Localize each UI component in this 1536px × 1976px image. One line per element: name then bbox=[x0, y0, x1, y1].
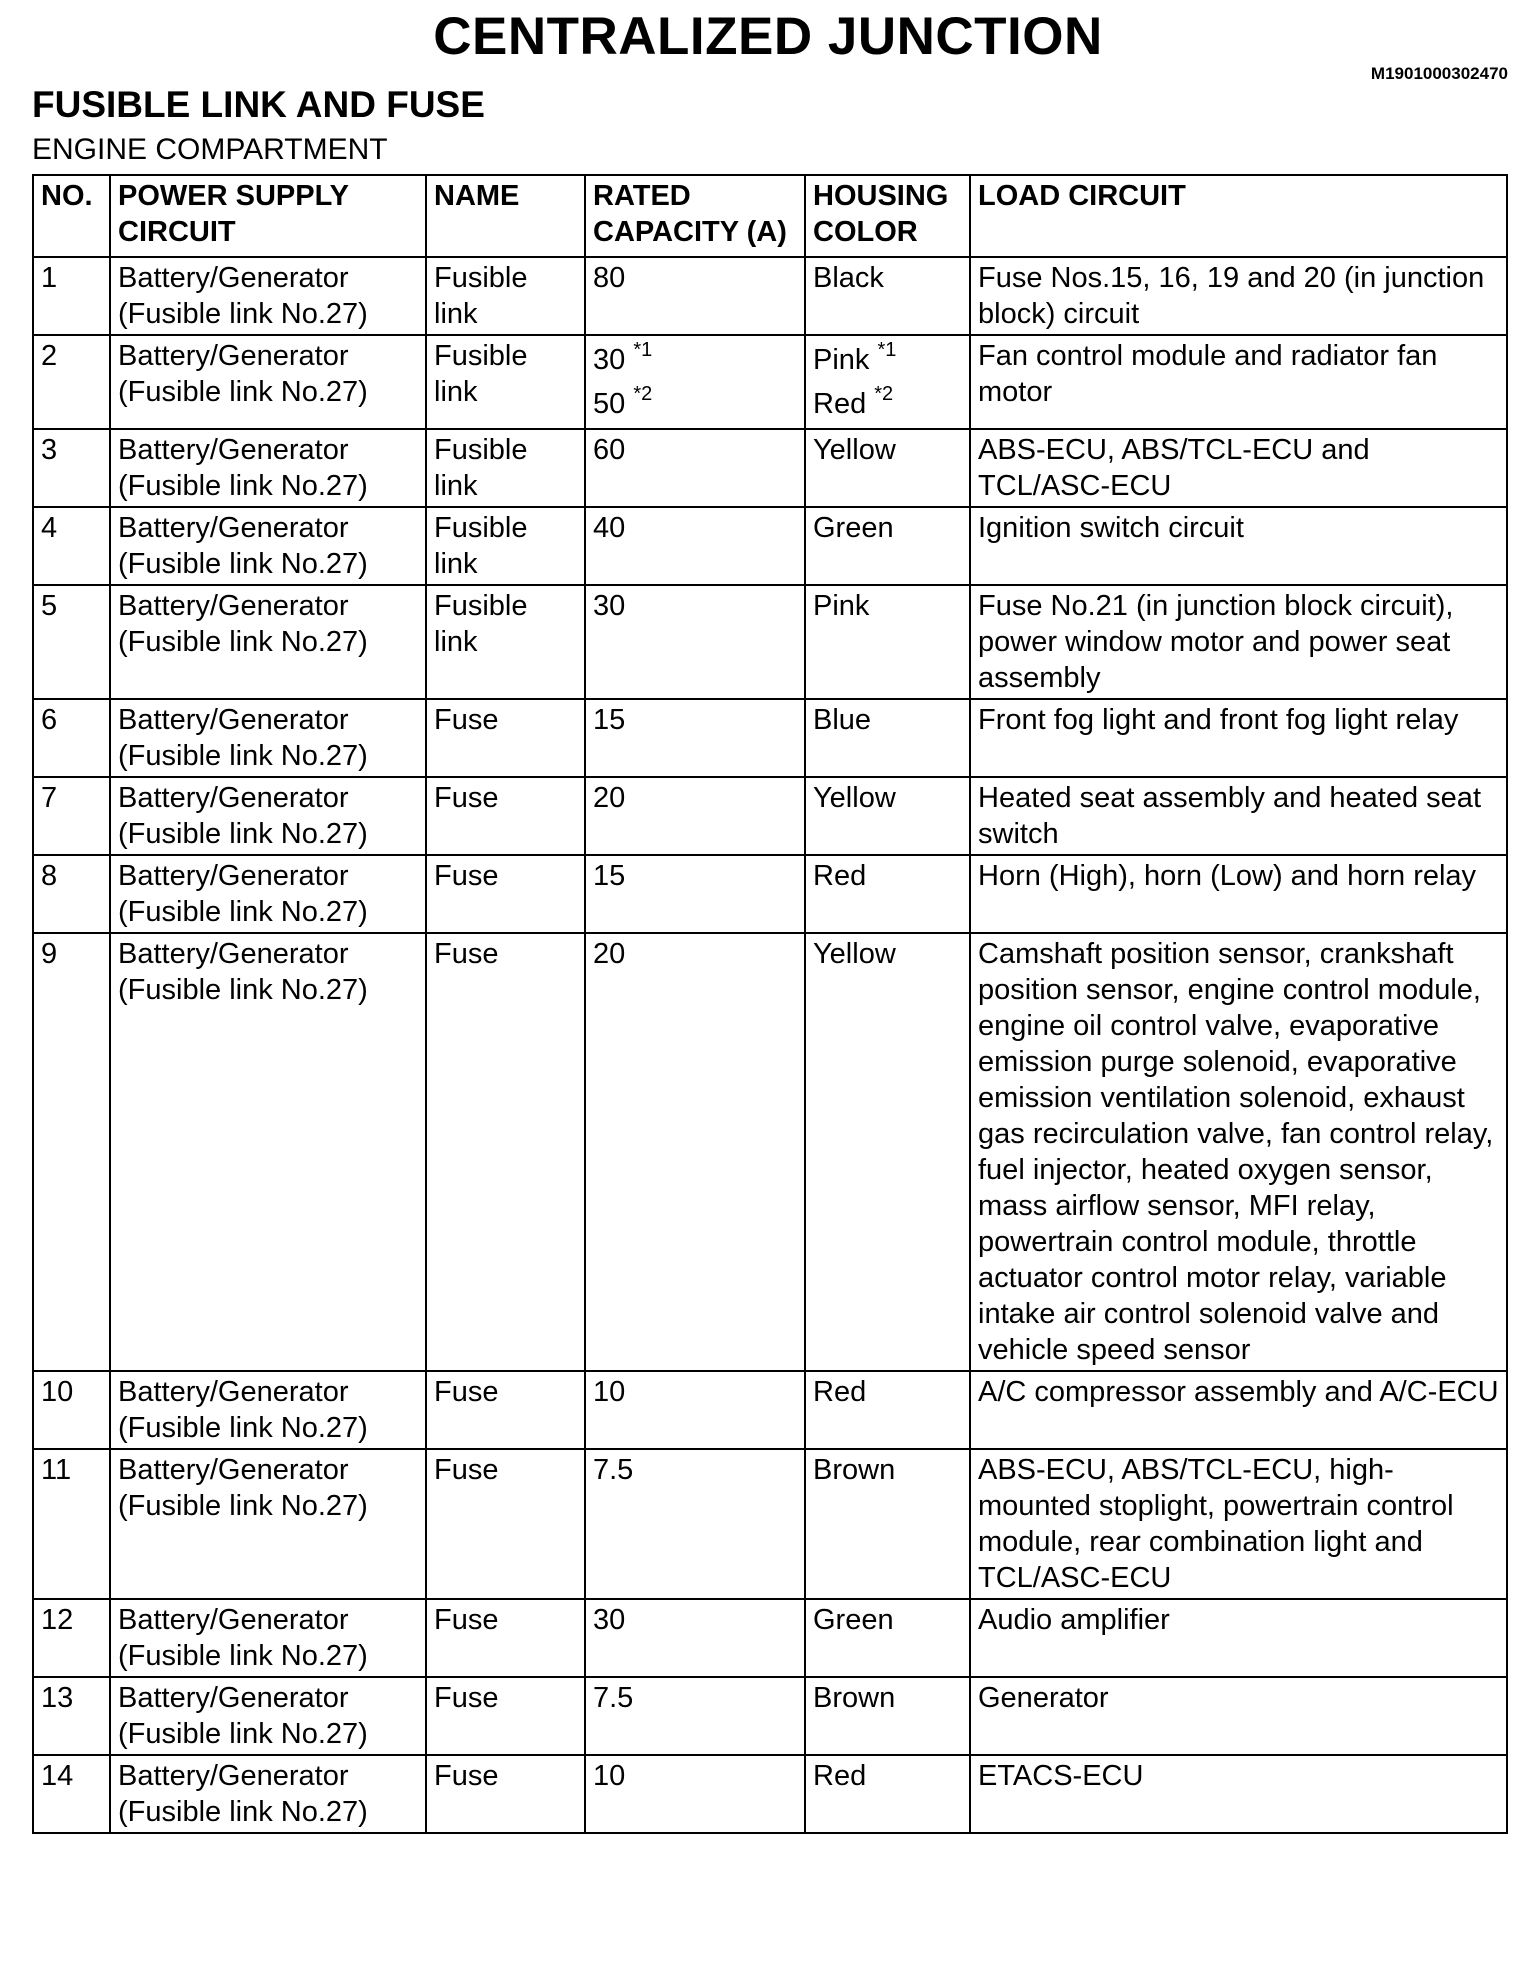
cell-name: Fusible link bbox=[426, 257, 585, 335]
cell-load-circuit: Heated seat assembly and heated seat switch bbox=[970, 777, 1507, 855]
cell-name: Fusible link bbox=[426, 507, 585, 585]
cell-power-supply: Battery/Generator (Fusible link No.27) bbox=[110, 507, 426, 585]
cell-capacity: 15 bbox=[585, 855, 805, 933]
cell-power-supply: Battery/Generator (Fusible link No.27) bbox=[110, 1677, 426, 1755]
cell-power-supply: Battery/Generator (Fusible link No.27) bbox=[110, 933, 426, 1371]
cell-name: Fuse bbox=[426, 699, 585, 777]
cell-name: Fusible link bbox=[426, 429, 585, 507]
cell-name: Fuse bbox=[426, 933, 585, 1371]
cell-no: 1 bbox=[33, 257, 110, 335]
cell-no: 3 bbox=[33, 429, 110, 507]
column-header-no: NO. bbox=[33, 175, 110, 257]
cell-load-circuit: Horn (High), horn (Low) and horn relay bbox=[970, 855, 1507, 933]
table-row bbox=[33, 507, 1507, 585]
cell-no: 9 bbox=[33, 933, 110, 1371]
cell-capacity: 10 bbox=[585, 1755, 805, 1833]
cell-capacity: 30 bbox=[585, 585, 805, 699]
cell-housing-color: Black bbox=[805, 257, 970, 335]
cell-no: 8 bbox=[33, 855, 110, 933]
footnote-marker: *1 bbox=[877, 339, 897, 362]
cell-capacity: 20 bbox=[585, 933, 805, 1371]
cell-capacity bbox=[585, 335, 805, 429]
cell-housing-color: Red bbox=[805, 1755, 970, 1833]
table-row bbox=[33, 585, 1507, 699]
cell-load-circuit: Ignition switch circuit bbox=[970, 507, 1507, 585]
table-row bbox=[33, 1677, 1507, 1755]
cell-no: 4 bbox=[33, 507, 110, 585]
cell-capacity: 7.5 bbox=[585, 1449, 805, 1599]
cell-capacity: 10 bbox=[585, 1371, 805, 1449]
cell-housing-color: Blue bbox=[805, 699, 970, 777]
cell-housing-color: Yellow bbox=[805, 777, 970, 855]
cell-load-circuit: A/C compressor assembly and A/C-ECU bbox=[970, 1371, 1507, 1449]
document-id: M1901000302470 bbox=[1370, 64, 1508, 83]
cell-power-supply: Battery/Generator (Fusible link No.27) bbox=[110, 777, 426, 855]
table-row bbox=[33, 1449, 1507, 1599]
cell-capacity: 7.5 bbox=[585, 1677, 805, 1755]
cell-name: Fusible link bbox=[426, 585, 585, 699]
cell-housing-color: Green bbox=[805, 507, 970, 585]
cell-no: 5 bbox=[33, 585, 110, 699]
cell-name: Fusible link bbox=[426, 335, 585, 429]
cell-name: Fuse bbox=[426, 1599, 585, 1677]
table-row bbox=[33, 1371, 1507, 1449]
capacity-option-2 bbox=[593, 382, 798, 426]
table-row bbox=[33, 335, 1507, 429]
cell-no: 13 bbox=[33, 1677, 110, 1755]
cell-load-circuit: Fuse Nos.15, 16, 19 and 20 (in junction block) circuit bbox=[970, 257, 1507, 335]
cell-capacity: 40 bbox=[585, 507, 805, 585]
column-header-name: NAME bbox=[426, 175, 585, 257]
cell-no: 14 bbox=[33, 1755, 110, 1833]
cell-housing-color: Red bbox=[805, 855, 970, 933]
table-row bbox=[33, 933, 1507, 1371]
cell-housing-color: Brown bbox=[805, 1449, 970, 1599]
cell-housing-color: Yellow bbox=[805, 429, 970, 507]
cell-housing-color: Green bbox=[805, 1599, 970, 1677]
table-row bbox=[33, 1599, 1507, 1677]
cell-power-supply: Battery/Generator (Fusible link No.27) bbox=[110, 257, 426, 335]
cell-name: Fuse bbox=[426, 1677, 585, 1755]
cell-load-circuit: Fuse No.21 (in junction block circuit), power window motor and power seat assembly bbox=[970, 585, 1507, 699]
table-row bbox=[33, 429, 1507, 507]
fuse-table bbox=[32, 174, 1508, 1834]
capacity-option-1 bbox=[593, 338, 798, 382]
table-row bbox=[33, 1755, 1507, 1833]
table-row bbox=[33, 855, 1507, 933]
page-title: CENTRALIZED JUNCTION bbox=[433, 7, 1103, 66]
color-option-1 bbox=[813, 338, 963, 382]
cell-no: 6 bbox=[33, 699, 110, 777]
column-header-power-supply-circuit: POWER SUPPLY CIRCUIT bbox=[110, 175, 426, 257]
capacity-value: 50 bbox=[593, 388, 626, 420]
cell-no: 2 bbox=[33, 335, 110, 429]
color-option-2 bbox=[813, 382, 963, 426]
capacity-value: 30 bbox=[593, 344, 626, 376]
cell-power-supply: Battery/Generator (Fusible link No.27) bbox=[110, 855, 426, 933]
cell-name: Fuse bbox=[426, 1371, 585, 1449]
cell-capacity: 20 bbox=[585, 777, 805, 855]
footnote-marker: *1 bbox=[633, 339, 653, 362]
cell-housing-color: Yellow bbox=[805, 933, 970, 1371]
cell-power-supply: Battery/Generator (Fusible link No.27) bbox=[110, 1371, 426, 1449]
cell-power-supply: Battery/Generator (Fusible link No.27) bbox=[110, 1599, 426, 1677]
column-header-load-circuit: LOAD CIRCUIT bbox=[970, 175, 1507, 257]
cell-load-circuit: Camshaft position sensor, crankshaft position sensor, engine control module, engine oil control valve, evaporative emission purge solenoid, evaporative emission ventilation solenoid, exhaust gas recirculation valve, fan control relay, fuel injector, heated oxygen sensor, mass airflow sensor, MFI relay, powertrain control module, throttle actuator control motor relay, variable intake air control solenoid valve and vehicle speed sensor bbox=[970, 933, 1507, 1371]
cell-load-circuit: Front fog light and front fog light relay bbox=[970, 699, 1507, 777]
subsection-heading: ENGINE COMPARTMENT bbox=[32, 133, 388, 166]
cell-housing-color: Brown bbox=[805, 1677, 970, 1755]
cell-no: 7 bbox=[33, 777, 110, 855]
color-value: Pink bbox=[813, 344, 870, 376]
table-row bbox=[33, 777, 1507, 855]
table-row bbox=[33, 699, 1507, 777]
cell-name: Fuse bbox=[426, 1755, 585, 1833]
cell-power-supply: Battery/Generator (Fusible link No.27) bbox=[110, 1755, 426, 1833]
table-row bbox=[33, 257, 1507, 335]
cell-housing-color bbox=[805, 335, 970, 429]
cell-load-circuit: ABS-ECU, ABS/TCL-ECU and TCL/ASC-ECU bbox=[970, 429, 1507, 507]
cell-power-supply: Battery/Generator (Fusible link No.27) bbox=[110, 429, 426, 507]
cell-name: Fuse bbox=[426, 855, 585, 933]
cell-load-circuit: ABS-ECU, ABS/TCL-ECU, high-mounted stoplight, powertrain control module, rear combination light and TCL/ASC-ECU bbox=[970, 1449, 1507, 1599]
cell-power-supply: Battery/Generator (Fusible link No.27) bbox=[110, 1449, 426, 1599]
column-header-housing-color: HOUSING COLOR bbox=[805, 175, 970, 257]
table-header-row bbox=[33, 175, 1507, 257]
cell-housing-color: Red bbox=[805, 1371, 970, 1449]
cell-no: 11 bbox=[33, 1449, 110, 1599]
cell-capacity: 60 bbox=[585, 429, 805, 507]
cell-no: 12 bbox=[33, 1599, 110, 1677]
cell-name: Fuse bbox=[426, 777, 585, 855]
cell-capacity: 80 bbox=[585, 257, 805, 335]
footnote-marker: *2 bbox=[874, 383, 894, 406]
cell-power-supply: Battery/Generator (Fusible link No.27) bbox=[110, 699, 426, 777]
cell-capacity: 15 bbox=[585, 699, 805, 777]
cell-load-circuit: Generator bbox=[970, 1677, 1507, 1755]
cell-name: Fuse bbox=[426, 1449, 585, 1599]
cell-power-supply: Battery/Generator (Fusible link No.27) bbox=[110, 335, 426, 429]
color-value: Red bbox=[813, 388, 867, 420]
column-header-rated-capacity: RATED CAPACITY (A) bbox=[585, 175, 805, 257]
cell-capacity: 30 bbox=[585, 1599, 805, 1677]
cell-power-supply: Battery/Generator (Fusible link No.27) bbox=[110, 585, 426, 699]
cell-load-circuit: Fan control module and radiator fan motor bbox=[970, 335, 1507, 429]
cell-load-circuit: ETACS-ECU bbox=[970, 1755, 1507, 1833]
cell-housing-color: Pink bbox=[805, 585, 970, 699]
footnote-marker: *2 bbox=[633, 383, 653, 406]
cell-load-circuit: Audio amplifier bbox=[970, 1599, 1507, 1677]
cell-no: 10 bbox=[33, 1371, 110, 1449]
section-heading: FUSIBLE LINK AND FUSE bbox=[32, 84, 485, 125]
